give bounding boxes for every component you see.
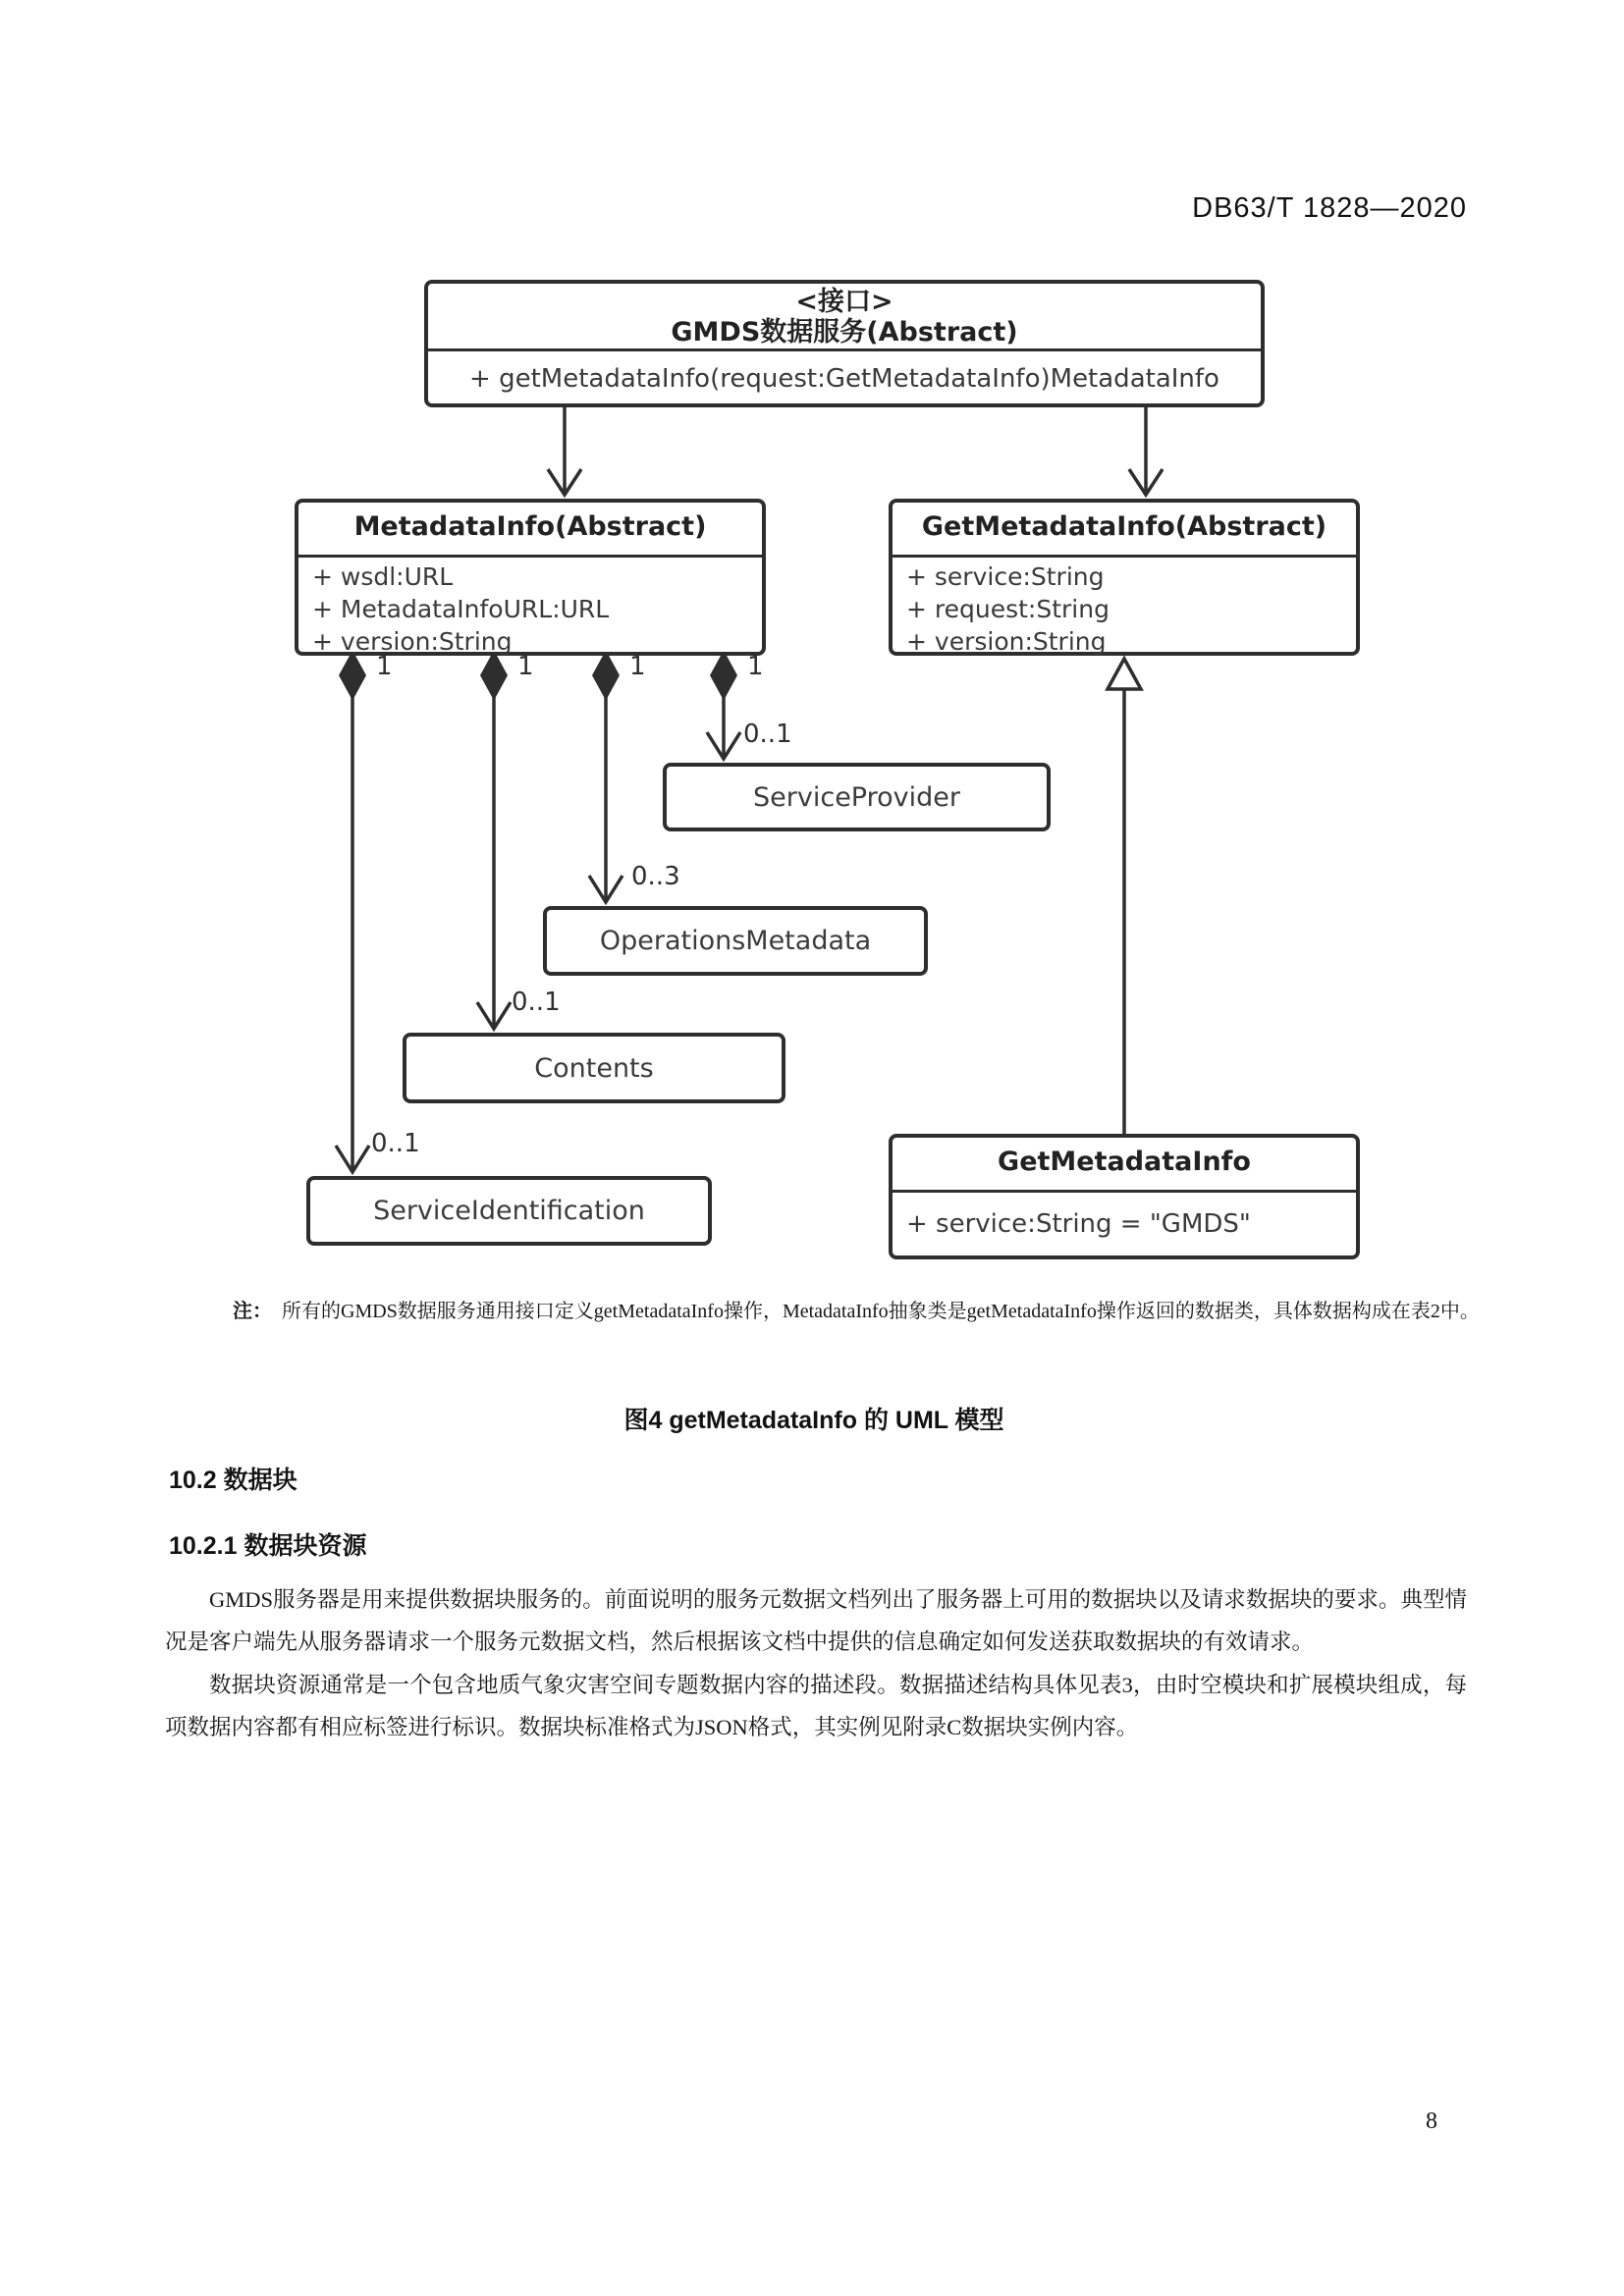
figure-caption: 图4 getMetadataInfo 的 UML 模型 <box>623 1407 1004 1434</box>
attribute-list <box>893 558 1356 658</box>
attribute: + request:String <box>906 595 1110 623</box>
multiplicity-label: 0..1 <box>743 720 792 749</box>
composition-diamond <box>712 654 735 697</box>
attribute: + service:String = "GMDS" <box>906 1209 1251 1239</box>
multiplicity-label: 1 <box>517 652 534 681</box>
uml-box-operationsmetadata <box>543 906 928 976</box>
composition-diamond <box>594 654 618 697</box>
multiplicity-label: 1 <box>629 652 646 681</box>
attribute: + MetadataInfoURL:URL <box>312 595 610 623</box>
uml-box-serviceprovider <box>663 763 1051 831</box>
doc-number: DB63/T 1828—2020 <box>1192 192 1467 224</box>
multiplicity-label: 0..3 <box>631 862 680 891</box>
multiplicity-label: 0..1 <box>512 988 561 1017</box>
section-heading-10-2-1: 10.2.1 数据块资源 <box>169 1532 367 1560</box>
attribute: + wsdl:URL <box>312 562 454 591</box>
class-name: ServiceProvider <box>753 781 960 813</box>
page-number: 8 <box>1426 2109 1437 2134</box>
figure-note <box>233 1292 1482 1331</box>
class-name: GetMetadataInfo(Abstract) <box>893 503 1356 558</box>
paragraph-1: GMDS服务器是用来提供数据块服务的。前面说明的服务元数据文档列出了服务器上可用的数据块以及请求数据块的要求。典型情况是客户端先从服务器请求一个服务元数据文档，然后根据该文档中提供的信息确定如何发送获取数据块的有效请求。 <box>165 1587 1467 1655</box>
operation-label: + getMetadataInfo(request:GetMetadataInfo)MetadataInfo <box>469 364 1219 394</box>
uml-class-metadatainfo-abstract <box>295 499 766 656</box>
class-name: GMDS数据服务(Abstract) <box>671 317 1018 347</box>
stereotype-label: <接口> <box>795 287 893 317</box>
uml-class-interface <box>424 280 1265 407</box>
multiplicity-label: 1 <box>376 652 393 681</box>
uml-class-getmetadatainfo <box>889 1134 1360 1259</box>
class-name: GetMetadataInfo <box>893 1138 1356 1193</box>
note-text: 所有的GMDS数据服务通用接口定义getMetadataInfo操作，MetadataInfo抽象类是getMetadataInfo操作返回的数据类，具体数据构成在表2中。 <box>282 1301 1480 1322</box>
multiplicity-label: 0..1 <box>371 1129 420 1158</box>
note-label: 注： <box>233 1301 272 1322</box>
uml-class-getmetadatainfo-abstract <box>889 499 1360 656</box>
body-text <box>165 1578 1467 1749</box>
attribute: + version:String <box>312 627 513 656</box>
uml-box-serviceidentification <box>306 1176 712 1246</box>
class-name: MetadataInfo(Abstract) <box>298 503 762 558</box>
composition-diamond <box>482 654 506 697</box>
generalization-triangle <box>1108 659 1141 689</box>
class-name: ServiceIdentification <box>373 1196 645 1226</box>
uml-box-contents <box>403 1033 785 1103</box>
class-name: Contents <box>534 1052 654 1084</box>
attribute: + version:String <box>906 627 1107 656</box>
class-name: OperationsMetadata <box>599 926 872 956</box>
paragraph-2: 数据块资源通常是一个包含地质气象灾害空间专题数据内容的描述段。数据描述结构具体见表3，由时空模块和扩展模块组成，每项数据内容都有相应标签进行标识。数据块标准格式为JSON格式，其实例见附录C数据块实例内容。 <box>165 1672 1467 1740</box>
uml-class-interface-header <box>428 284 1261 351</box>
section-heading-10-2: 10.2 数据块 <box>169 1467 298 1494</box>
multiplicity-label: 1 <box>747 652 764 681</box>
composition-diamond <box>341 654 364 697</box>
attribute: + service:String <box>906 562 1105 591</box>
attribute-list <box>298 558 762 658</box>
